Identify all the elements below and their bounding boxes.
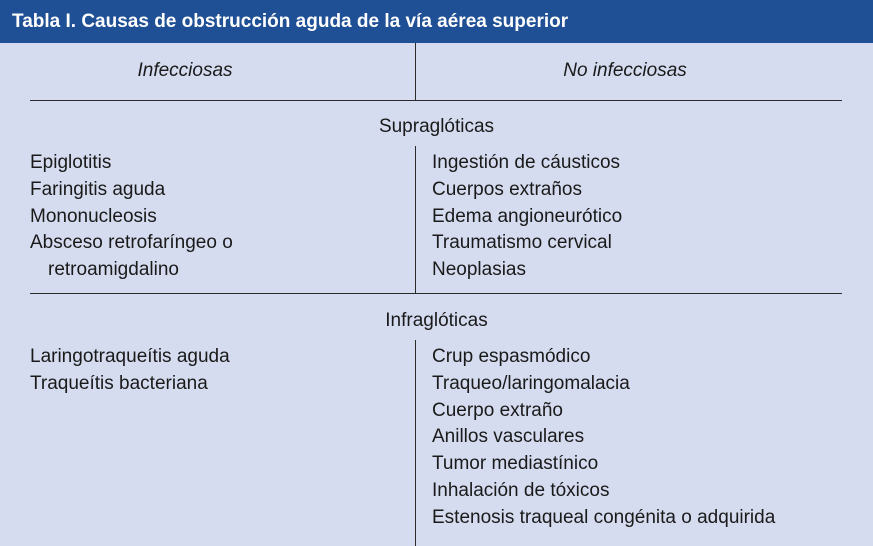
list-item: Traqueo/laringomalacia [432, 372, 630, 394]
list-item: Crup espasmódico [432, 346, 591, 367]
infragloticas-divider [415, 340, 416, 546]
list-item: Inhalación de tóxicos [432, 479, 610, 501]
list-item: Laringotraqueítis aguda [30, 346, 230, 367]
list-item: Neoplasias [432, 259, 526, 281]
list-item: Mononucleosis [30, 205, 157, 227]
list-item: Ingestión de cáusticos [432, 152, 621, 173]
infragloticas-no-infecciosas-list [432, 344, 775, 532]
supragloticas-no-infecciosas-list [432, 150, 622, 284]
header-rule [30, 100, 842, 101]
section-rule [30, 293, 842, 294]
table-title: Tabla I. Causas de obstrucción aguda de la vía aérea superior [0, 0, 873, 43]
column-header-infecciosas: Infecciosas [137, 60, 233, 81]
header-divider [415, 43, 416, 100]
infragloticas-infecciosas-list [30, 344, 230, 398]
supragloticas-divider [415, 146, 416, 293]
list-item: Edema angioneurótico [432, 205, 623, 227]
section-title-supragloticas: Supraglóticas [378, 116, 495, 137]
supragloticas-infecciosas-list [30, 150, 233, 284]
list-item: Faringitis aguda [30, 178, 166, 200]
list-item: Epiglotitis [30, 152, 112, 173]
list-item: Absceso retrofaríngeo o [30, 232, 233, 254]
list-item: Anillos vasculares [432, 426, 585, 448]
list-item: Estenosis traqueal congénita o adquirida [432, 506, 776, 528]
list-item: Tumor mediastínico [432, 453, 599, 475]
column-header-no-infecciosas: No infecciosas [563, 60, 687, 81]
list-item: Traqueítis bacteriana [30, 372, 208, 394]
list-item: Cuerpo extraño [432, 399, 563, 421]
list-item: retroamigdalino [48, 259, 179, 281]
list-item: Cuerpos extraños [432, 178, 582, 200]
section-title-infragloticas: Infraglóticas [385, 310, 488, 331]
list-item: Traumatismo cervical [432, 232, 612, 254]
